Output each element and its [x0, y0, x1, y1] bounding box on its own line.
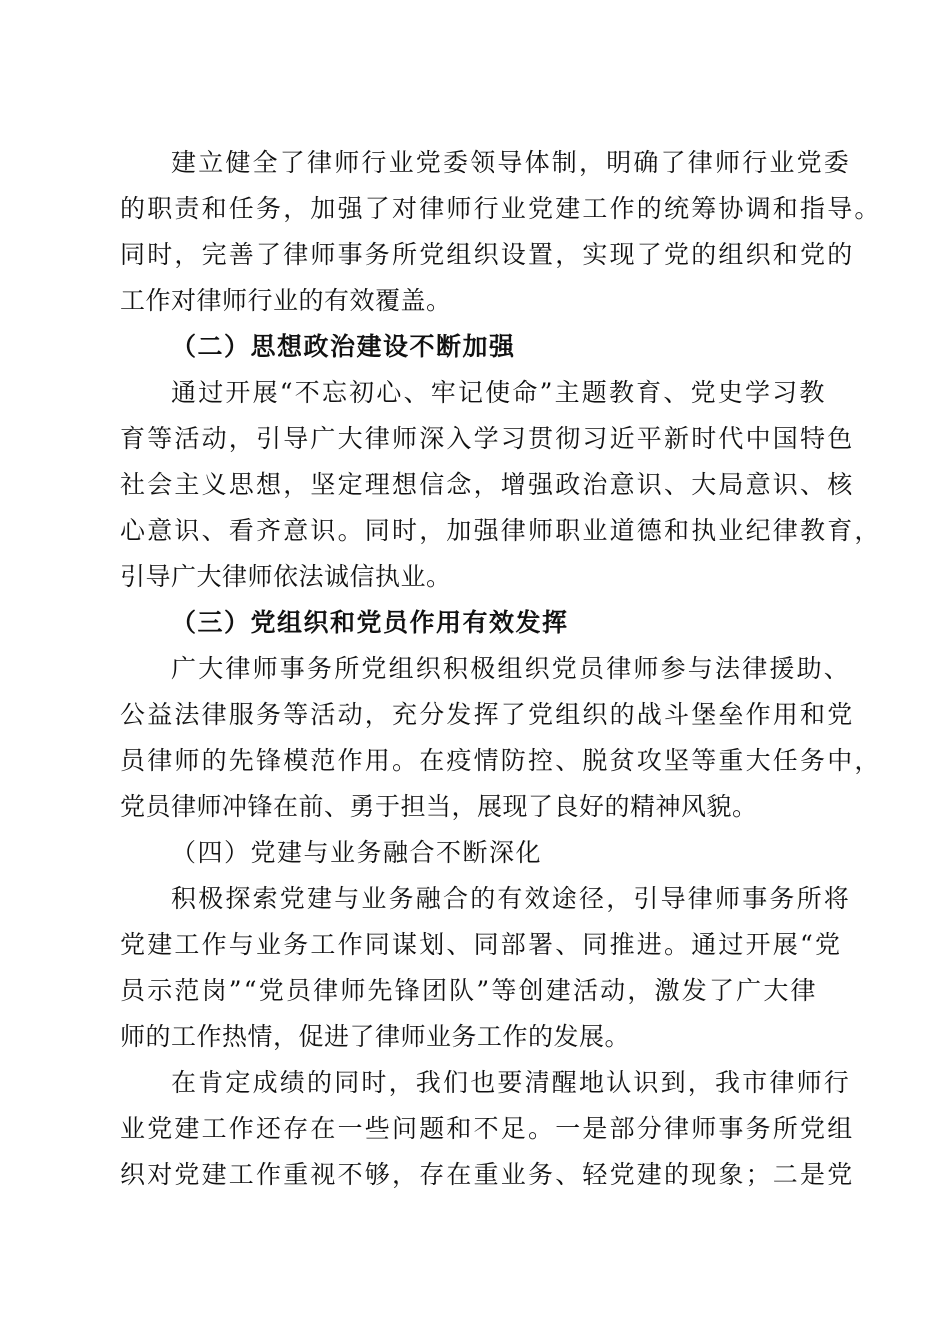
paragraph-line: 党建工作与业务工作同谋划、同部署、同推进。通过开展“党	[120, 930, 843, 959]
paragraph-line: 业党建工作还存在一些问题和不足。一是部分律师事务所党组	[120, 1114, 855, 1143]
paragraph-line: 育等活动，引导广大律师深入学习贯彻习近平新时代中国特色	[120, 424, 855, 453]
paragraph-line: 通过开展“不忘初心、牢记使命”主题教育、党史学习教	[171, 378, 827, 407]
paragraph-line: 党员律师冲锋在前、勇于担当，展现了良好的精神风貌。	[120, 792, 758, 821]
section-heading: （四）党建与业务融合不断深化	[171, 838, 543, 867]
paragraph-line: 员律师的先锋模范作用。在疫情防控、脱贫攻坚等重大任务中，	[120, 746, 882, 775]
paragraph-line: 织对党建工作重视不够，存在重业务、轻党建的现象；二是党	[120, 1160, 855, 1189]
paragraph-line: 引导广大律师依法诚信执业。	[120, 562, 452, 591]
paragraph-line: 员示范岗”“党员律师先锋团队”等创建活动，激发了广大律	[120, 976, 818, 1005]
paragraph-line: 广大律师事务所党组织积极组织党员律师参与法律援助、	[171, 654, 852, 683]
paragraph-line: 心意识、看齐意识。同时，加强律师职业道德和执业纪律教育，	[120, 516, 882, 545]
paragraph-line: 师的工作热情，促进了律师业务工作的发展。	[120, 1022, 631, 1051]
paragraph-line: 的职责和任务，加强了对律师行业党建工作的统筹协调和指导。	[120, 194, 882, 223]
paragraph-line: 社会主义思想，坚定理想信念，增强政治意识、大局意识、核	[120, 470, 855, 499]
paragraph-line: 在肯定成绩的同时，我们也要清醒地认识到，我市律师行	[171, 1068, 852, 1097]
paragraph-line: 建立健全了律师行业党委领导体制，明确了律师行业党委	[171, 148, 852, 177]
section-heading: （三）党组织和党员作用有效发挥	[171, 608, 569, 637]
paragraph-line: 同时，完善了律师事务所党组织设置，实现了党的组织和党的	[120, 240, 855, 269]
section-heading: （二）思想政治建设不断加强	[171, 332, 516, 361]
paragraph-line: 工作对律师行业的有效覆盖。	[120, 286, 452, 315]
paragraph-line: 公益法律服务等活动，充分发挥了党组织的战斗堡垒作用和党	[120, 700, 855, 729]
paragraph-line: 积极探索党建与业务融合的有效途径，引导律师事务所将	[171, 884, 852, 913]
